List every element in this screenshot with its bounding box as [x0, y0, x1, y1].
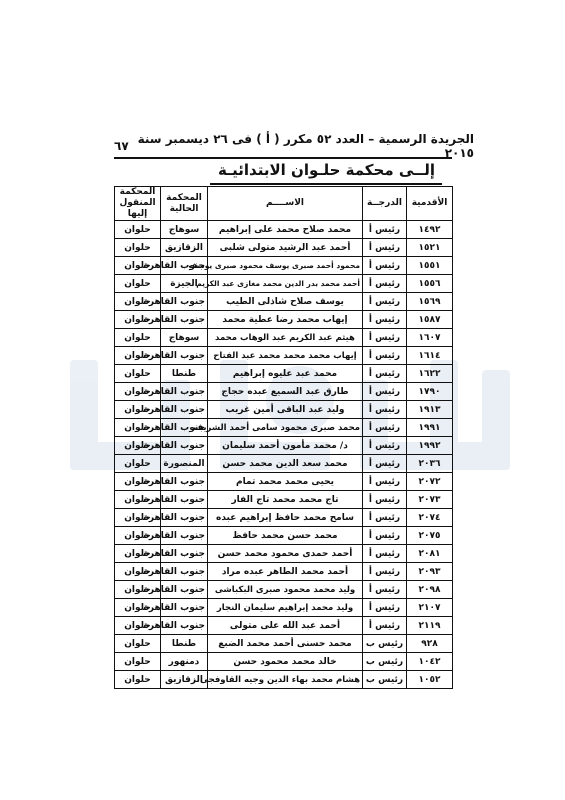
table-row — [115, 239, 453, 257]
current-court-cell: جنوب القاهرة — [161, 545, 208, 563]
destination-court-cell: حلوان — [115, 383, 161, 401]
current-court-cell: جنوب القاهرة — [161, 401, 208, 419]
table-row — [115, 509, 453, 527]
current-court-cell: جنوب القاهرة — [161, 257, 208, 275]
name-cell: هشام محمد بهاء الدين وجيه القاوفجى — [208, 671, 363, 689]
grade-cell: رئيس أ — [363, 545, 407, 563]
table-row — [115, 437, 453, 455]
current-court-cell: طنطا — [161, 365, 208, 383]
destination-court-cell: حلوان — [115, 671, 161, 689]
destination-court-cell: حلوان — [115, 455, 161, 473]
table-row — [115, 311, 453, 329]
column-header-grade: الدرجــة — [363, 187, 407, 221]
grade-cell: رئيس ب — [363, 635, 407, 653]
current-court-cell: جنوب القاهرة — [161, 581, 208, 599]
seniority-cell: ١٧٩٠ — [407, 383, 453, 401]
destination-court-cell: حلوان — [115, 419, 161, 437]
seniority-cell: ١٥٢١ — [407, 239, 453, 257]
seniority-cell: ١٥٥١ — [407, 257, 453, 275]
page-number: ٦٧ — [114, 139, 129, 153]
seniority-cell: ٢٠٨١ — [407, 545, 453, 563]
current-court-cell: الزقازيق — [161, 671, 208, 689]
grade-cell: رئيس أ — [363, 599, 407, 617]
page-header — [114, 132, 474, 160]
table-row — [115, 221, 453, 239]
current-court-cell: جنوب القاهرة — [161, 437, 208, 455]
destination-court-cell: حلوان — [115, 581, 161, 599]
current-court-cell: جنوب القاهرة — [161, 293, 208, 311]
current-court-cell: سوهاج — [161, 221, 208, 239]
grade-cell: رئيس أ — [363, 581, 407, 599]
current-court-cell: جنوب القاهرة — [161, 563, 208, 581]
seniority-cell: ١٥٦٩ — [407, 293, 453, 311]
seniority-cell: ١٥٥٦ — [407, 275, 453, 293]
seniority-cell: ٢١٠٧ — [407, 599, 453, 617]
table-row — [115, 401, 453, 419]
destination-court-cell: حلوان — [115, 365, 161, 383]
grade-cell: رئيس أ — [363, 221, 407, 239]
name-cell: محمد حسن محمد حافظ — [208, 527, 363, 545]
name-cell: محمد حسنى أحمد محمد الضبع — [208, 635, 363, 653]
current-court-cell: جنوب القاهرة — [161, 419, 208, 437]
name-cell: يحيى محمد محمد تمام — [208, 473, 363, 491]
column-header-name: الاســــم — [208, 187, 363, 221]
table-row — [115, 599, 453, 617]
current-court-cell: جنوب القاهرة — [161, 509, 208, 527]
destination-court-cell: حلوان — [115, 653, 161, 671]
table-header-row — [115, 187, 453, 221]
grade-cell: رئيس ب — [363, 671, 407, 689]
table-row — [115, 257, 453, 275]
grade-cell: رئيس أ — [363, 437, 407, 455]
grade-cell: رئيس أ — [363, 455, 407, 473]
grade-cell: رئيس أ — [363, 275, 407, 293]
seniority-cell: ١٠٥٢ — [407, 671, 453, 689]
destination-court-cell: حلوان — [115, 491, 161, 509]
grade-cell: رئيس أ — [363, 365, 407, 383]
current-court-cell: جنوب القاهرة — [161, 311, 208, 329]
grade-cell: رئيس أ — [363, 491, 407, 509]
name-cell: وليد عبد الباقى أمين غريب — [208, 401, 363, 419]
table-row — [115, 671, 453, 689]
seniority-cell: ٢٠٧٢ — [407, 473, 453, 491]
seniority-cell: ١٤٩٢ — [407, 221, 453, 239]
destination-court-cell: حلوان — [115, 293, 161, 311]
current-court-cell: المنصورة — [161, 455, 208, 473]
table-row — [115, 491, 453, 509]
seniority-cell: ١٩٩١ — [407, 419, 453, 437]
seniority-cell: ٢٠٣٦ — [407, 455, 453, 473]
name-cell: تاج محمد محمد تاج الفار — [208, 491, 363, 509]
grade-cell: رئيس أ — [363, 563, 407, 581]
grade-cell: رئيس أ — [363, 509, 407, 527]
seniority-cell: ١٩٩٢ — [407, 437, 453, 455]
table-row — [115, 275, 453, 293]
name-cell: أحمد محمد الطاهر عبده مراد — [208, 563, 363, 581]
section-title-underline — [210, 183, 442, 185]
column-header-destination-court: المحكمة المنقول إليها — [115, 187, 161, 221]
name-cell: محمد صبرى محمود سامى أحمد الشريف — [208, 419, 363, 437]
grade-cell: رئيس أ — [363, 473, 407, 491]
destination-court-cell: حلوان — [115, 599, 161, 617]
name-cell: محمد صلاح محمد على إبراهيم — [208, 221, 363, 239]
destination-court-cell: حلوان — [115, 509, 161, 527]
name-cell: محمد سعد الدين محمد حسن — [208, 455, 363, 473]
current-court-cell: جنوب القاهرة — [161, 599, 208, 617]
table-row — [115, 617, 453, 635]
table-row — [115, 419, 453, 437]
table-row — [115, 347, 453, 365]
destination-court-cell: حلوان — [115, 527, 161, 545]
destination-court-cell: حلوان — [115, 347, 161, 365]
seniority-cell: ١٠٤٢ — [407, 653, 453, 671]
table-row — [115, 563, 453, 581]
destination-court-cell: حلوان — [115, 563, 161, 581]
gazette-title: الجريدة الرسمية – العدد ٥٢ مكرر ( أ ) فى ٢٦ ديسمبر سنة ٢٠١٥ — [137, 132, 474, 160]
name-cell: أحمد حمدى محمود محمد حسن — [208, 545, 363, 563]
table-row — [115, 527, 453, 545]
current-court-cell: طنطا — [161, 635, 208, 653]
table-row — [115, 455, 453, 473]
seniority-cell: ٢١١٩ — [407, 617, 453, 635]
destination-court-cell: حلوان — [115, 221, 161, 239]
current-court-cell: جنوب القاهرة — [161, 473, 208, 491]
name-cell: يوسف صلاح شاذلى الطيب — [208, 293, 363, 311]
table-row — [115, 365, 453, 383]
seniority-cell: ٩٢٨ — [407, 635, 453, 653]
current-court-cell: جنوب القاهرة — [161, 527, 208, 545]
destination-court-cell: حلوان — [115, 275, 161, 293]
name-cell: هيثم عبد الكريم عبد الوهاب محمد — [208, 329, 363, 347]
table-row — [115, 581, 453, 599]
column-header-current-court: المحكمة الحالية — [161, 187, 208, 221]
grade-cell: رئيس أ — [363, 347, 407, 365]
grade-cell: رئيس أ — [363, 419, 407, 437]
destination-court-cell: حلوان — [115, 437, 161, 455]
current-court-cell: جنوب القاهرة — [161, 491, 208, 509]
grade-cell: رئيس أ — [363, 617, 407, 635]
column-header-seniority: الأقدمية — [407, 187, 453, 221]
name-cell: إيهاب محمد رضا عطية محمد — [208, 311, 363, 329]
destination-court-cell: حلوان — [115, 635, 161, 653]
name-cell: إيهاب محمد محمد محمد عبد الفتاح — [208, 347, 363, 365]
grade-cell: رئيس أ — [363, 239, 407, 257]
destination-court-cell: حلوان — [115, 329, 161, 347]
name-cell: أحمد عبد الله على متولى — [208, 617, 363, 635]
grade-cell: رئيس أ — [363, 257, 407, 275]
seniority-cell: ١٦٠٧ — [407, 329, 453, 347]
name-cell: سامح محمد حافظ إبراهيم عبده — [208, 509, 363, 527]
seniority-cell: ١٦١٤ — [407, 347, 453, 365]
destination-court-cell: حلوان — [115, 617, 161, 635]
name-cell: أحمد عبد الرشيد متولى شلبى — [208, 239, 363, 257]
table-row — [115, 635, 453, 653]
table-row — [115, 329, 453, 347]
name-cell: وليد محمد إبراهيم سليمان النجار — [208, 599, 363, 617]
current-court-cell: دمنهور — [161, 653, 208, 671]
destination-court-cell: حلوان — [115, 545, 161, 563]
seniority-cell: ٢٠٧٣ — [407, 491, 453, 509]
current-court-cell: الجيزة — [161, 275, 208, 293]
destination-court-cell: حلوان — [115, 257, 161, 275]
name-cell: وليد محمد محمود صبرى البكباشى — [208, 581, 363, 599]
name-cell: محمد عبد عليوه إبراهيم — [208, 365, 363, 383]
seniority-cell: ٢٠٩٣ — [407, 563, 453, 581]
table-row — [115, 383, 453, 401]
header-rule — [114, 157, 452, 159]
name-cell: طارق عبد السميع عبده حجاج — [208, 383, 363, 401]
current-court-cell: سوهاج — [161, 329, 208, 347]
current-court-cell: جنوب القاهرة — [161, 617, 208, 635]
grade-cell: رئيس أ — [363, 527, 407, 545]
current-court-cell: الزقازيق — [161, 239, 208, 257]
transfer-table — [114, 186, 453, 689]
destination-court-cell: حلوان — [115, 239, 161, 257]
table-row — [115, 293, 453, 311]
current-court-cell: جنوب القاهرة — [161, 383, 208, 401]
seniority-cell: ٢٠٧٥ — [407, 527, 453, 545]
seniority-cell: ٢٠٧٤ — [407, 509, 453, 527]
destination-court-cell: حلوان — [115, 473, 161, 491]
destination-court-cell: حلوان — [115, 311, 161, 329]
destination-court-cell: حلوان — [115, 401, 161, 419]
grade-cell: رئيس أ — [363, 311, 407, 329]
section-title: إلــى محكمة حلـوان الابتدائيـة — [217, 161, 436, 179]
seniority-cell: ٢٠٩٨ — [407, 581, 453, 599]
name-cell: أحمد محمد بدر الدين محمد مغازى عبد الكريم — [208, 275, 363, 293]
grade-cell: رئيس أ — [363, 293, 407, 311]
seniority-cell: ١٩١٣ — [407, 401, 453, 419]
grade-cell: رئيس أ — [363, 329, 407, 347]
table-row — [115, 545, 453, 563]
table-row — [115, 473, 453, 491]
current-court-cell: جنوب القاهرة — [161, 347, 208, 365]
name-cell: خالد محمد محمود حسن — [208, 653, 363, 671]
name-cell: د/ محمد مأمون أحمد سليمان — [208, 437, 363, 455]
grade-cell: رئيس أ — [363, 383, 407, 401]
name-cell: محمود أحمد صبرى يوسف محمود صبرى يوسف — [208, 257, 363, 275]
seniority-cell: ١٥٨٧ — [407, 311, 453, 329]
grade-cell: رئيس أ — [363, 401, 407, 419]
grade-cell: رئيس ب — [363, 653, 407, 671]
seniority-cell: ١٦٢٢ — [407, 365, 453, 383]
table-row — [115, 653, 453, 671]
